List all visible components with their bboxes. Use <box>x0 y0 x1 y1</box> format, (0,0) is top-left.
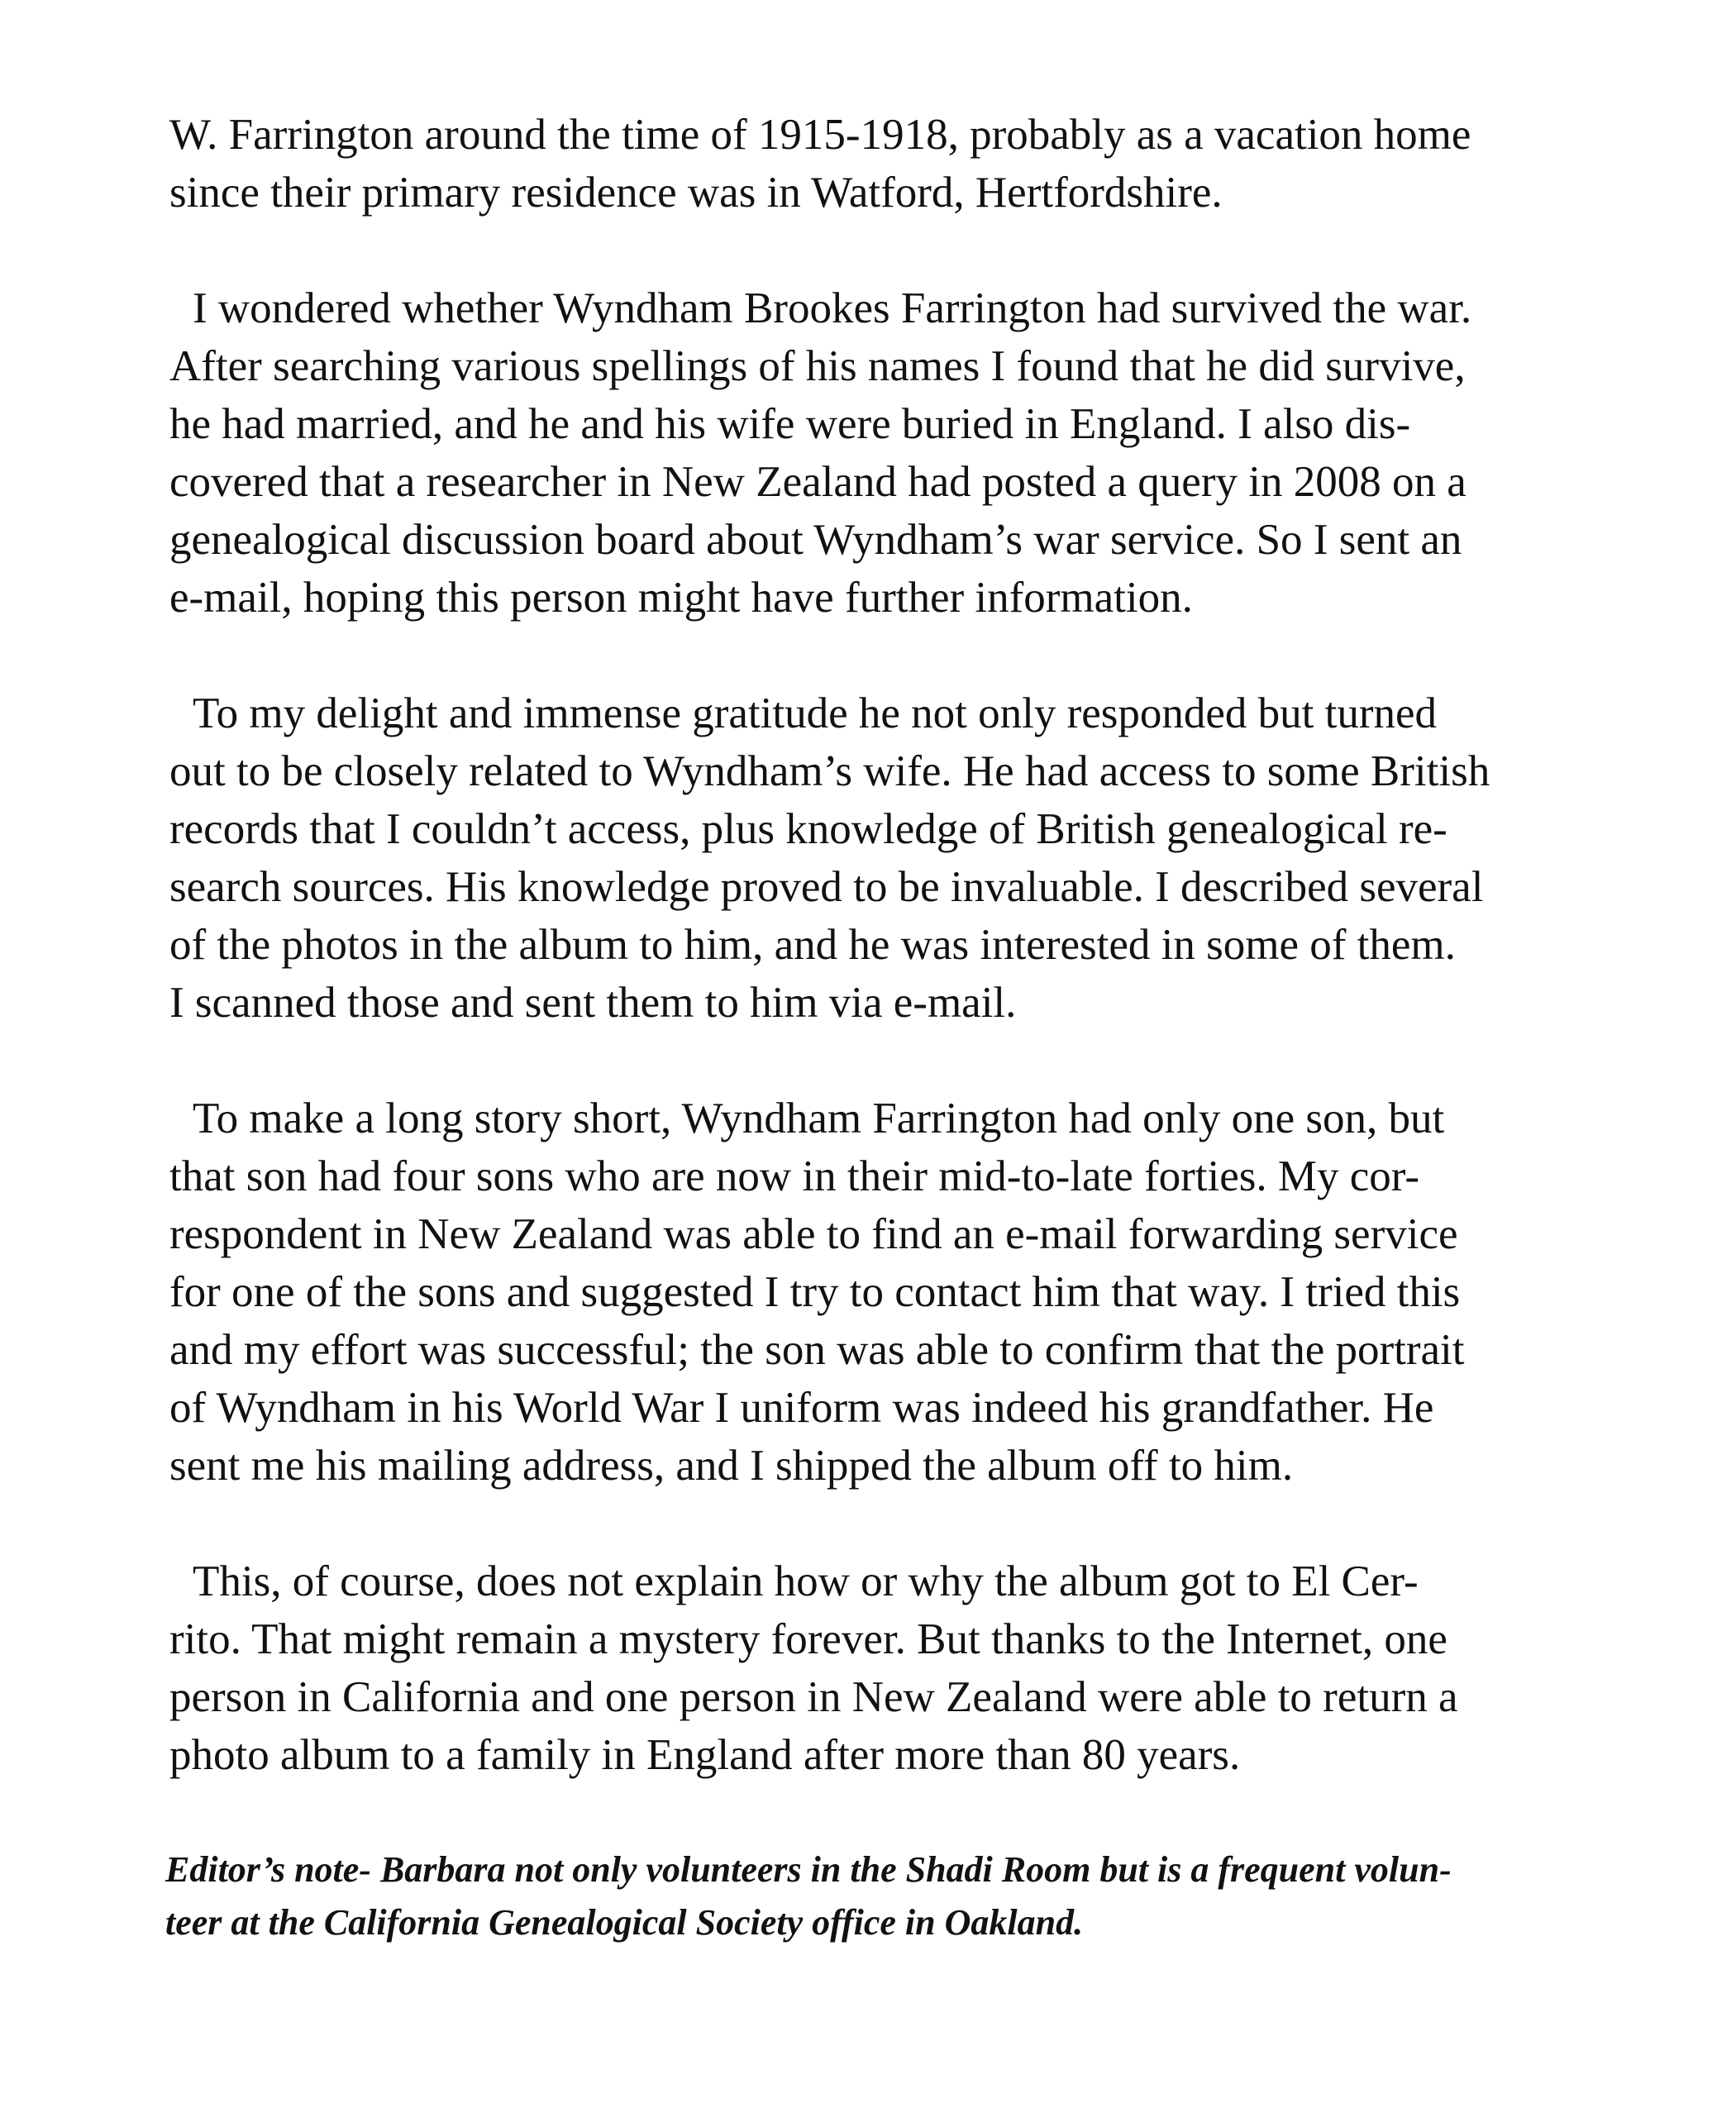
text-line: To make a long story short, Wyndham Farrington had only one son, but <box>193 1095 1445 1142</box>
paragraph-2 <box>169 279 1575 627</box>
text-line: search sources. His knowledge proved to be invaluable. I described several <box>169 863 1484 911</box>
text-line: rito. That might remain a mystery forever. But thanks to the Internet, one <box>169 1615 1447 1663</box>
text-line: out to be closely related to Wyndham’s wife. He had access to some British <box>169 747 1490 795</box>
text-line: This, of course, does not explain how or why the album got to El Cer- <box>193 1557 1419 1605</box>
text-line: genealogical discussion board about Wyndham’s war service. So I sent an <box>169 516 1462 564</box>
text-line: he had married, and he and his wife were buried in England. I also dis- <box>169 400 1411 448</box>
text-line: respondent in New Zealand was able to find an e-mail forwarding service <box>169 1210 1458 1258</box>
text-line: e-mail, hoping this person might have further information. <box>169 574 1193 622</box>
text-line: W. Farrington around the time of 1915-1918, probably as a vacation home <box>169 111 1471 159</box>
text-line: I wondered whether Wyndham Brookes Farrington had survived the war. <box>193 284 1472 332</box>
article-body <box>169 106 1575 1842</box>
text-line: I scanned those and sent them to him via e-mail. <box>169 979 1017 1027</box>
text-line: since their primary residence was in Watford, Hertfordshire. <box>169 169 1223 217</box>
editors-note-line: Editor’s note- Barbara not only volunteers in the Shadi Room but is a frequent volun- <box>165 1849 1452 1890</box>
text-line: that son had four sons who are now in their mid-to-late forties. My cor- <box>169 1152 1420 1200</box>
text-line: of the photos in the album to him, and he was interested in some of them. <box>169 921 1456 969</box>
text-line: for one of the sons and suggested I try to contact him that way. I tried this <box>169 1268 1461 1316</box>
paragraph-5 <box>169 1552 1575 1784</box>
editors-note-line: teer at the California Genealogical Society office in Oakland. <box>165 1902 1084 1943</box>
text-line: of Wyndham in his World War I uniform was indeed his grandfather. He <box>169 1384 1434 1432</box>
text-line: covered that a researcher in New Zealand had posted a query in 2008 on a <box>169 458 1467 506</box>
text-line: photo album to a family in England after more than 80 years. <box>169 1731 1241 1779</box>
text-line: and my effort was successful; the son was able to confirm that the portrait <box>169 1326 1465 1374</box>
paragraph-3 <box>169 684 1575 1032</box>
text-line: After searching various spellings of his names I found that he did survive, <box>169 342 1466 390</box>
paragraph-4 <box>169 1090 1575 1495</box>
text-line: To my delight and immense gratitude he not only responded but turned <box>193 689 1438 737</box>
text-line: records that I couldn’t access, plus knowledge of British genealogical re- <box>169 805 1447 853</box>
paragraph-1 <box>169 106 1575 222</box>
text-line: person in California and one person in New Zealand were able to return a <box>169 1673 1458 1721</box>
editors-note <box>165 1843 1587 1949</box>
text-line: sent me his mailing address, and I shipped the album off to him. <box>169 1442 1294 1490</box>
